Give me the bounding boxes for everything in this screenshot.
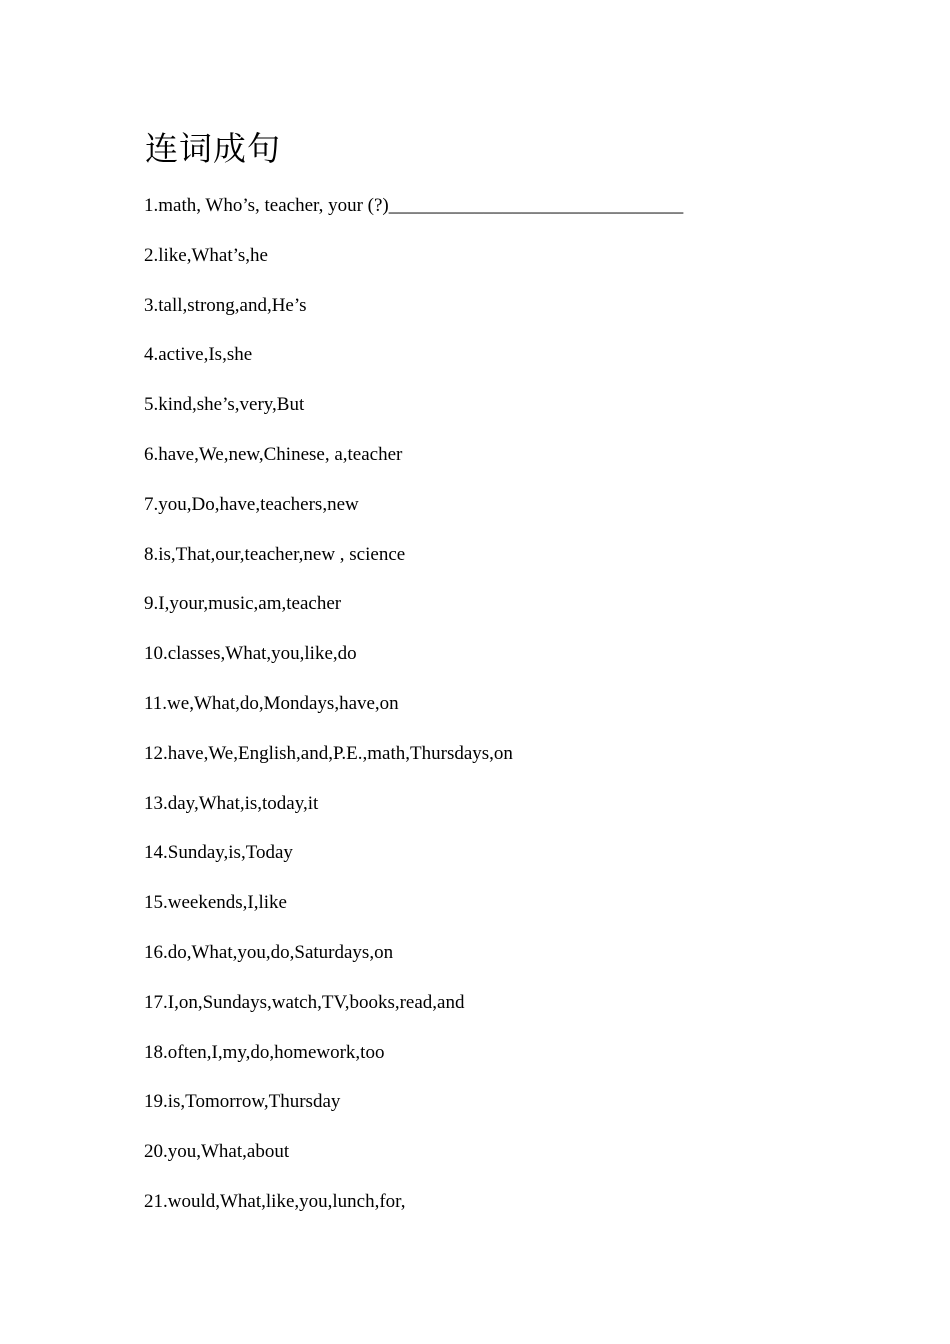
exercise-list: [144, 191, 683, 1237]
exercise-item: 17.I,on,Sundays,watch,TV,books,read,and: [144, 991, 465, 1013]
exercise-item: 14.Sunday,is,Today: [144, 842, 293, 864]
exercise-item: 6.have,We,new,Chinese, a,teacher: [144, 443, 403, 465]
exercise-item: 15.weekends,I,like: [144, 892, 287, 914]
exercise-item: 20.you,What,about: [144, 1141, 290, 1163]
exercise-item: 9.I,your,music,am,teacher: [144, 593, 342, 615]
exercise-item: 10.classes,What,you,like,do: [144, 643, 357, 665]
exercise-item: 1.math, Who’s, teacher, your (?)_______________________________: [144, 195, 684, 216]
exercise-item: 3.tall,strong,and,He’s: [144, 294, 307, 316]
exercise-item: 21.would,What,like,you,lunch,for,: [144, 1190, 406, 1212]
page-title: 连词成句: [145, 129, 281, 168]
exercise-item: 4.active,Is,she: [144, 344, 253, 366]
exercise-item: 2.like,What’s,he: [144, 244, 268, 266]
exercise-item: 11.we,What,do,Mondays,have,on: [144, 692, 399, 714]
exercise-item: 5.kind,she’s,very,But: [144, 394, 305, 416]
exercise-item: 13.day,What,is,today,it: [144, 792, 319, 814]
exercise-item: 19.is,Tomorrow,Thursday: [144, 1091, 341, 1113]
exercise-item: 7.you,Do,have,teachers,new: [144, 493, 359, 515]
exercise-item: 12.have,We,English,and,P.E.,math,Thursdays,on: [144, 742, 513, 764]
exercise-item: 8.is,That,our,teacher,new , science: [144, 543, 406, 565]
exercise-item: 18.often,I,my,do,homework,too: [144, 1041, 385, 1063]
exercise-item: 16.do,What,you,do,Saturdays,on: [144, 941, 394, 963]
